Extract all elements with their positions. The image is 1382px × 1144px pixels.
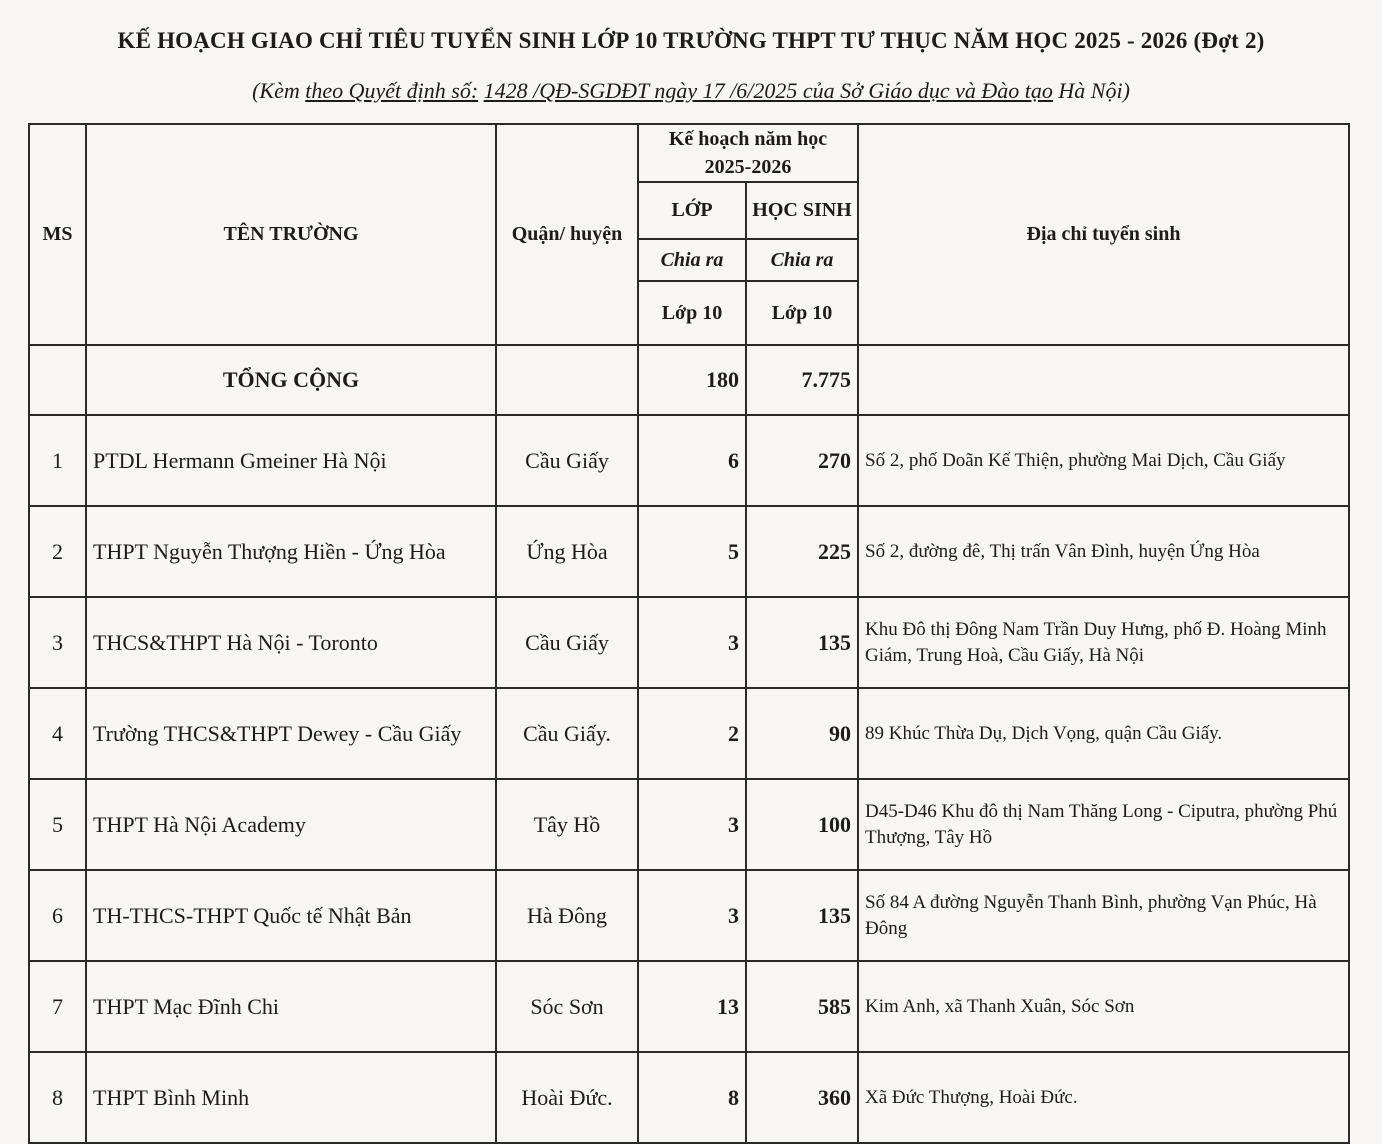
row-students: 135 <box>746 870 858 961</box>
row-address: Số 2, phố Doãn Kế Thiện, phường Mai Dịch, Cầu Giấy <box>858 415 1349 506</box>
row-address: Số 84 A đường Nguyễn Thanh Bình, phường Vạn Phúc, Hà Đông <box>858 870 1349 961</box>
row-classes: 3 <box>638 779 746 870</box>
row-ms: 5 <box>29 779 86 870</box>
header-ms: MS <box>29 124 86 345</box>
row-students: 270 <box>746 415 858 506</box>
row-classes: 8 <box>638 1052 746 1143</box>
header-grade-classes: Lớp 10 <box>638 281 746 345</box>
total-address <box>858 345 1349 415</box>
row-students: 90 <box>746 688 858 779</box>
row-classes: 6 <box>638 415 746 506</box>
row-students: 360 <box>746 1052 858 1143</box>
row-district: Hoài Đức. <box>496 1052 638 1143</box>
table-row <box>29 506 1349 597</box>
document-subtitle <box>0 78 1382 104</box>
total-students: 7.775 <box>746 345 858 415</box>
row-school-name: THPT Mạc Đĩnh Chi <box>86 961 496 1052</box>
row-district: Tây Hồ <box>496 779 638 870</box>
row-classes: 5 <box>638 506 746 597</box>
header-classes: LỚP <box>638 182 746 239</box>
row-district: Cầu Giấy <box>496 597 638 688</box>
enrollment-plan-table <box>28 123 1350 1144</box>
row-district: Cầu Giấy <box>496 415 638 506</box>
row-school-name: TH-THCS-THPT Quốc tế Nhật Bản <box>86 870 496 961</box>
row-students: 135 <box>746 597 858 688</box>
header-address: Địa chỉ tuyển sinh <box>858 124 1349 345</box>
row-students: 225 <box>746 506 858 597</box>
table-row <box>29 779 1349 870</box>
row-address: D45-D46 Khu đô thị Nam Thăng Long - Ciputra, phường Phú Thượng, Tây Hồ <box>858 779 1349 870</box>
subtitle-close: Hà Nội) <box>1058 78 1130 103</box>
row-district: Ứng Hòa <box>496 506 638 597</box>
table-row <box>29 870 1349 961</box>
total-ms <box>29 345 86 415</box>
header-school: TÊN TRƯỜNG <box>86 124 496 345</box>
subtitle-open: (Kèm <box>252 78 300 103</box>
row-school-name: PTDL Hermann Gmeiner Hà Nội <box>86 415 496 506</box>
row-classes: 2 <box>638 688 746 779</box>
total-classes: 180 <box>638 345 746 415</box>
header-students: HỌC SINH <box>746 182 858 239</box>
header-district: Quận/ huyện <box>496 124 638 345</box>
row-students: 100 <box>746 779 858 870</box>
row-district: Hà Đông <box>496 870 638 961</box>
row-ms: 6 <box>29 870 86 961</box>
row-address: Số 2, đường đê, Thị trấn Vân Đình, huyện Ứng Hòa <box>858 506 1349 597</box>
table-row <box>29 1052 1349 1143</box>
row-school-name: THPT Bình Minh <box>86 1052 496 1143</box>
row-address: Khu Đô thị Đông Nam Trần Duy Hưng, phố Đ. Hoàng Minh Giám, Trung Hoà, Cầu Giấy, Hà Nội <box>858 597 1349 688</box>
row-district: Cầu Giấy. <box>496 688 638 779</box>
row-school-name: THPT Nguyễn Thượng Hiền - Ứng Hòa <box>86 506 496 597</box>
row-students: 585 <box>746 961 858 1052</box>
row-ms: 3 <box>29 597 86 688</box>
row-ms: 2 <box>29 506 86 597</box>
row-address: 89 Khúc Thừa Dụ, Dịch Vọng, quận Cầu Giấy. <box>858 688 1349 779</box>
subtitle-decision: theo Quyết định số: <box>305 78 479 103</box>
row-school-name: THPT Hà Nội Academy <box>86 779 496 870</box>
header-plan: Kế hoạch năm học 2025-2026 <box>638 124 858 182</box>
row-ms: 4 <box>29 688 86 779</box>
row-ms: 7 <box>29 961 86 1052</box>
total-label: TỔNG CỘNG <box>86 345 496 415</box>
table-row <box>29 961 1349 1052</box>
table-row <box>29 415 1349 506</box>
row-classes: 3 <box>638 597 746 688</box>
row-classes: 13 <box>638 961 746 1052</box>
row-district: Sóc Sơn <box>496 961 638 1052</box>
row-address: Kim Anh, xã Thanh Xuân, Sóc Sơn <box>858 961 1349 1052</box>
row-address: Xã Đức Thượng, Hoài Đức. <box>858 1052 1349 1143</box>
total-row <box>29 345 1349 415</box>
table-row <box>29 688 1349 779</box>
header-split-classes: Chia ra <box>638 239 746 281</box>
row-ms: 8 <box>29 1052 86 1143</box>
total-district <box>496 345 638 415</box>
row-classes: 3 <box>638 870 746 961</box>
table-row <box>29 597 1349 688</box>
row-school-name: Trường THCS&THPT Dewey - Cầu Giấy <box>86 688 496 779</box>
row-school-name: THCS&THPT Hà Nội - Toronto <box>86 597 496 688</box>
header-grade-students: Lớp 10 <box>746 281 858 345</box>
subtitle-number: 1428 /QĐ-SGDĐT ngày 17 /6/2025 của Sở Giáo dục và Đào tạo <box>483 78 1053 103</box>
document-title: KẾ HOẠCH GIAO CHỈ TIÊU TUYỂN SINH LỚP 10 TRƯỜNG THPT TƯ THỤC NĂM HỌC 2025 - 2026 (Đợt 2) <box>117 28 1265 53</box>
row-ms: 1 <box>29 415 86 506</box>
header-split-students: Chia ra <box>746 239 858 281</box>
